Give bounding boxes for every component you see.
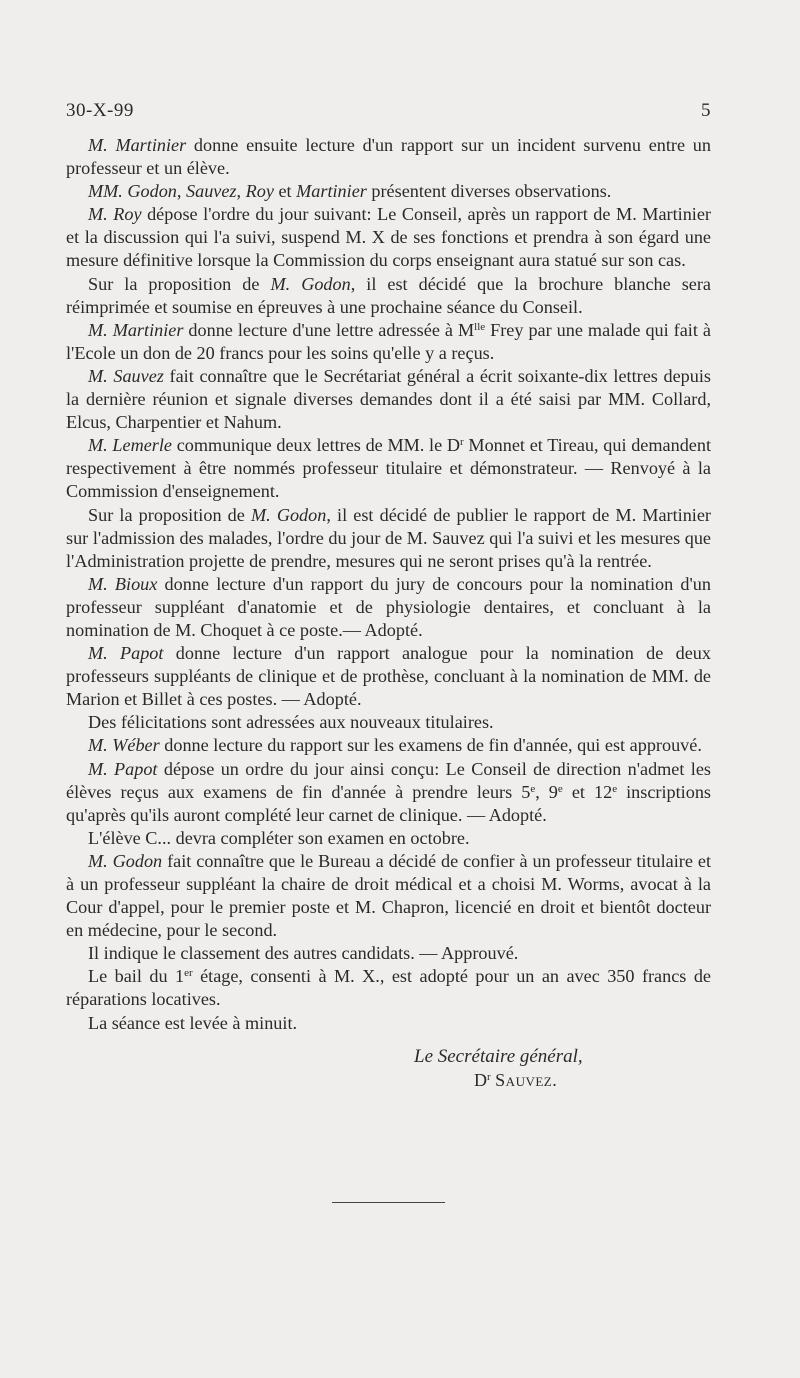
superscript: r [487,1070,491,1083]
speaker-name: M. Godon [250,504,327,525]
paragraph-text: , 9 [535,781,558,802]
paragraph-text: donne lecture d'un rapport analogue pour la nomination de deux professeurs suppléants de clinique et de prothèse, concluant à la nomination de MM. de Marion et Billet à ces postes. — Adopté. [66,643,711,710]
signature-name [474,1069,557,1092]
paragraph [66,573,711,642]
speaker-name: M. Papot [88,758,158,779]
paragraph [66,850,711,942]
speaker-name: M. Wéber [88,735,160,756]
paragraph-text: donne lecture d'un rapport du jury de concours pour la nomination d'un professeur suppléant d'anatomie et de physiologie dentaires, et concluant à la nomination de M. Choquet à ce poste.— Adopté. [66,573,711,640]
paragraph [66,758,711,827]
paragraph [66,319,711,365]
separator: et [273,181,297,202]
paragraph-text: fait connaître que le Bureau a décidé de confier à un professeur titulaire et à un professeur suppléant la chaire de droit médical et a choisi M. Worms, avocat à la Cour d'appel, pour le premier poste et M. Chapron, licencié en droit et bientôt docteur en médecine, pour le second. [66,850,711,941]
paragraph [66,504,711,573]
signature-block [66,1045,711,1105]
paragraph [66,711,711,734]
paragraph-text: L'élève C... devra compléter son examen en octobre. [88,827,470,848]
paragraph-text: , il est décidé que la brochure blanche sera réimprimée et soumise en épreuves à une prochaine séance du Conseil. [66,273,711,317]
speaker-name: M. Papot [88,643,164,664]
superscript: er [184,967,193,980]
speaker-name: M. Lemerle [88,435,173,456]
signature-prefix: D [474,1069,487,1090]
paragraph-text: donne lecture d'une lettre adressée à M [183,319,475,340]
paragraph [66,434,711,503]
paragraph-text: inscriptions qu'après qu'ils auront complété leur carnet de clinique. — Adopté. [66,781,711,825]
speaker-name: M. Sauvez [88,365,164,386]
speaker-name: M. Roy [88,204,142,225]
paragraph [66,180,711,203]
paragraph-text: communique deux lettres de MM. le D [172,435,461,456]
closing-rule [332,1202,445,1203]
speaker-name: Martinier [296,181,367,202]
speaker-name: Sauvez [186,181,237,202]
paragraph [66,734,711,757]
paragraph [66,1012,711,1035]
speaker-name: M. Martinier [88,319,184,340]
signature-title: Le Secrétaire général, [414,1045,583,1067]
minutes-body [66,134,711,1105]
paragraph [66,134,711,180]
paragraph [66,203,711,272]
superscript: lle [474,320,486,333]
paragraph-text: Monnet et Tireau, qui demandent respectivement à être nommés professeur titulaire et démonstrateur. — Renvoyé à la Commission d'enseignement. [66,435,712,502]
separator: , [236,181,246,202]
paragraph-text: Frey par une malade qui fait à l'Ecole un don de 20 francs pour les soins qu'elle y a reçus. [66,319,711,363]
paragraph [66,942,711,965]
paragraph-text: donne lecture du rapport sur les examens de fin d'année, qui est approuvé. [159,735,702,756]
speaker-name: MM. Godon [88,181,177,202]
superscript: e [557,782,563,795]
paragraph-text: fait connaître que le Secrétariat général a écrit soixante-dix lettres depuis la dernière réunion et signale diverses demandes dont il a été saisi par MM. Collard, Elcus, Charpentier et Nahum. [66,365,711,433]
speaker-name: Roy [245,181,274,202]
paragraph [66,965,711,1011]
paragraph [66,273,711,319]
paragraph-text: et 12 [562,781,613,802]
paragraph-text: étage, consenti à M. X., est adopté pour un an avec 350 francs de réparations locatives. [66,966,711,1010]
paragraph-text: présentent diverses observations. [366,181,612,202]
paragraph-text: dépose un ordre du jour ainsi conçu: Le Conseil de direction n'admet les élèves reçus aux examens de fin d'année à prendre leurs 5 [66,758,711,802]
superscript: e [530,782,536,795]
paragraph-text: La séance est levée à minuit. [88,1012,298,1033]
speaker-name: M. Godon [88,850,163,871]
separator: , [176,181,186,202]
speaker-name: M. Godon [270,273,351,294]
page-number: 5 [701,100,711,121]
signatory-name: Sauvez. [495,1069,558,1090]
header-date: 30-X-99 [66,100,134,121]
paragraph [66,827,711,850]
paragraph-text: , il est décidé de publier le rapport de M. Martinier sur l'admission des malades, l'ordre du jour de M. Sauvez qui l'a suivi et les mesures que l'Administration projette de prendre, mesures qui ne seront prises qu'à la rentrée. [66,504,711,571]
paragraph-text: dépose l'ordre du jour suivant: Le Conseil, après un rapport de M. Martinier et la discussion qui l'a suivi, suspend M. X de ses fonctions et prendra à son égard une mesure définitive lorsque la Commission du corps enseignant aura statué sur son cas. [66,204,711,271]
paragraph [66,365,711,434]
paragraph-text: Sur la proposition de [88,504,251,525]
paragraph-text: Des félicitations sont adressées aux nouveaux titulaires. [88,712,494,733]
speaker-name: M. Bioux [88,573,158,594]
page-header [66,100,711,130]
paragraph-text: Le bail du 1 [88,966,185,987]
paragraph-text: Il indique le classement des autres candidats. — Approuvé. [88,943,519,964]
paragraph-text: donne ensuite lecture d'un rapport sur un incident survenu entre un professeur et un élève. [66,135,711,179]
paragraph [66,642,711,711]
paragraph-text: Sur la proposition de [88,273,271,294]
superscript: r [460,436,464,449]
superscript: e [612,782,618,795]
speaker-name: M. Martinier [88,135,187,155]
